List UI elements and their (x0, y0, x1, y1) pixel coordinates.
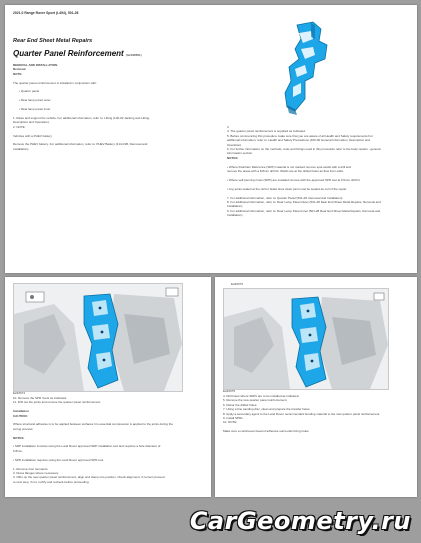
text-line: 2. NOTE: (13, 124, 26, 129)
text-line: • SRP installation involves using the Land Rover approved SRP installation tool and requires a hole diameter of (13, 444, 161, 449)
text-line: Description and Operation). (13, 120, 50, 125)
text-line: • Rear lamp panel outer (19, 98, 51, 103)
installation-steps-column (223, 394, 380, 434)
text-line: 7. Using a fine sanding disc, clean and prepare the transfer faces. (223, 407, 311, 412)
document-page-2 (5, 277, 211, 497)
vehicle-body-illustration (223, 288, 389, 390)
text-line: Removal (13, 67, 26, 72)
body-side-drawing (14, 284, 182, 391)
body-side-drawing (224, 289, 388, 389)
removal-text-column (13, 63, 150, 151)
text-line: 6. Debur the drilled holes. (223, 402, 258, 407)
text-line: 9. Install SPRs. (223, 416, 244, 421)
text-line: • Where self-piercing rivets (SPR) are installed remove with the approved SPR tool at 0.5mm drill bit. (227, 177, 361, 182)
text-line: 4. The quarter panel reinforcement is supplied as indicated. (227, 129, 306, 134)
text-line: Vehicles with a PHEV battery (13, 133, 52, 138)
procedure-steps-column (227, 125, 381, 218)
text-line: to next step, if not, rectify and recheck before proceeding. (13, 479, 90, 484)
quarter-panel-reinforcement-part (275, 19, 350, 124)
figure-id: E240675 (223, 389, 236, 393)
vehicle-body-illustration (13, 283, 183, 392)
text-line: 1. Raise and support the vehicle. For additional information, refer to: Lifting (100-02 Jacking and Lifting, (13, 115, 150, 120)
text-line: Installation). (227, 204, 244, 209)
installation-text-column (13, 396, 173, 484)
text-line: 2. Dress flanges where necessary. (13, 470, 59, 475)
text-line: curing process. (13, 426, 34, 431)
text-line: • Rear lamp panel inner (19, 107, 51, 112)
text-line: NOTE: (13, 71, 23, 76)
document-page-1 (5, 5, 417, 273)
text-line: remove the areas with a 8.8mm drill bit. Welds are at the drilled holes as flow from edits. (227, 169, 344, 174)
text-line: 7. For additional information, refer to: Quarter Panel (501-28, Removal and Installation). (227, 195, 344, 200)
text-line: 6.8mm. (13, 448, 24, 453)
page-header: 2021.0 Range Rover Sport (L494), 501-28 (13, 11, 79, 15)
text-line: • SPR installation requires using the Land Rover approved SPR tool. (13, 457, 104, 462)
text-line: 3. Offer up the new quarter panel reinforcement, align and clamp into position. Check alignment, if correct proceed (13, 475, 165, 480)
text-line: 10. Remove the SPR rivets as indicated. (13, 396, 67, 400)
text-line: • Any joints sealed at the rail for brake lines clean joint must be sealed as curl of the repair. (227, 186, 347, 191)
text-line: Installation). (13, 146, 30, 151)
text-line: NOTES: (227, 155, 239, 160)
figure-id: E240674 (13, 391, 26, 395)
text-line: 5. Remove the new quarter panel reinforcement. (223, 398, 288, 403)
text-line: 5. Before commencing this procedure make sure that you are aware of all Health and Safety requirements For (227, 133, 373, 138)
document-page-3 (215, 277, 417, 497)
procedure-title (13, 49, 142, 58)
text-line: CAUTION: (13, 413, 28, 418)
text-line: Installation). (227, 213, 244, 218)
text-line: additional information, refer to: Health and Safety Precautions (100-00 General Information, Description and (227, 138, 370, 143)
text-line: REMOVAL AND INSTALLATION (13, 63, 58, 67)
text-line: 4. Drill holes where SRPs are to be installed as indicated. (223, 394, 300, 398)
text-line: 11. Drill out the joints and remove the quarter panel reinforcement. (13, 400, 101, 405)
text-line: Remove the PHEV battery. For additional information, refer to: PHEV Battery (414-01B, Removal and (13, 142, 148, 147)
site-watermark: CarGeometry.ru (189, 507, 411, 535)
text-line: 8. For additional information, refer to: Rear Lamp Panel Outer (501-28 Rear End Sheet Metal Repairs, Removal and (227, 199, 381, 204)
text-line: • Quarter panel (19, 89, 40, 94)
text-line: Where structural adhesive is to be applied between surfaces it is essential compression is applied to the joints during the (13, 422, 173, 427)
text-line: Make sure a continuous bead of adhesive surrounds fixing holes. (223, 429, 310, 434)
text-line: Operation). (227, 142, 243, 147)
text-line: 9. For additional information, refer to: Rear Lamp Panel Inner (501-28 Rear End Sheet Metal Repairs, Removal and (227, 208, 381, 213)
text-line: NOTES: (13, 435, 25, 440)
text-line: information section. (227, 151, 254, 156)
reinforcement-part-illustration (275, 19, 350, 124)
procedure-title-text: Quarter Panel Reinforcement (13, 49, 124, 58)
text-line: The quarter panel reinforcement is installed in conjunction with: (13, 80, 97, 85)
text-line: 1. Remove rivet remnants. (13, 466, 49, 471)
text-line: 10. NOTE: (223, 420, 238, 425)
text-line: 8. Apply a secondary agent to the Land Rover recommended bonding material to the new quarter panel reinforcement. (223, 411, 381, 416)
text-line: Installation (13, 409, 29, 414)
text-line: • Where thatcham Reference (SRP) material is not marked remove spot-welds with a drill and (227, 164, 351, 169)
section-title: Rear End Sheet Metal Repairs (13, 38, 93, 44)
text-line: 3. (227, 125, 230, 129)
procedure-ref: (G2348651) (125, 53, 142, 57)
figure-top-note: E240675 (231, 282, 244, 286)
text-line: 6. For further information on the methods, tools and fixings used in this procedure refer to the body repairs - general (227, 147, 381, 152)
